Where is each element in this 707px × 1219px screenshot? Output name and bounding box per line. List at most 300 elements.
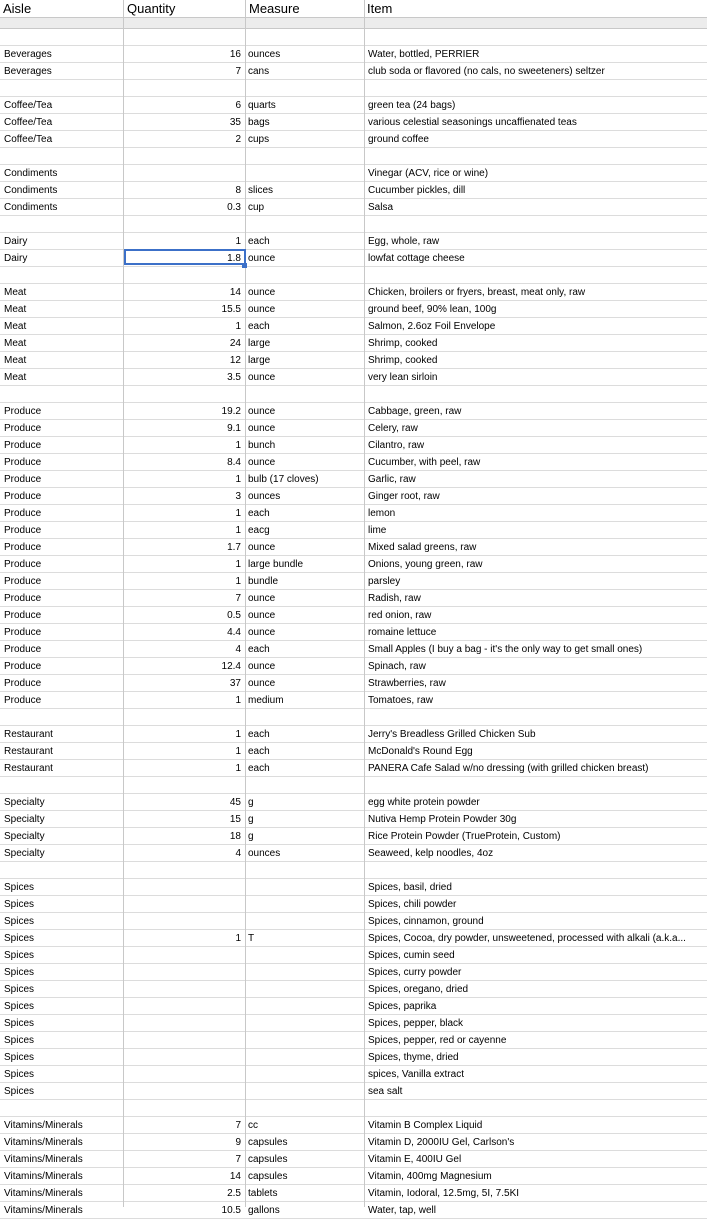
table-row[interactable] (0, 505, 707, 522)
cell-measure[interactable]: ounces (248, 847, 281, 859)
cell-aisle[interactable]: Meat (4, 337, 27, 349)
cell-measure[interactable] (248, 947, 364, 963)
cell-aisle[interactable]: Vitamins/Minerals (4, 1170, 83, 1182)
cell-aisle[interactable]: Beverages (4, 65, 52, 77)
cell-measure[interactable]: ounce (248, 592, 276, 604)
table-row[interactable] (0, 165, 707, 182)
cell-measure[interactable]: each (248, 507, 270, 519)
cell-measure[interactable] (248, 964, 364, 980)
cell-aisle[interactable]: Specialty (4, 796, 45, 808)
cell-quantity[interactable] (124, 386, 244, 402)
cell-item[interactable]: Jerry's Breadless Grilled Chicken Sub (368, 728, 536, 740)
table-row[interactable] (0, 471, 707, 488)
cell-item[interactable] (368, 386, 705, 402)
table-row[interactable] (0, 777, 707, 794)
cell-aisle[interactable]: Spices (4, 932, 35, 944)
cell-measure[interactable]: ounce (248, 456, 276, 468)
cell-item[interactable] (368, 862, 705, 878)
cell-aisle[interactable]: Specialty (4, 830, 45, 842)
cell-item[interactable]: romaine lettuce (368, 626, 437, 638)
cell-item[interactable]: Spices, pepper, red or cayenne (368, 1034, 507, 1046)
cell-quantity[interactable]: 19.2 (221, 405, 241, 417)
cell-quantity[interactable]: 45 (229, 796, 241, 808)
cell-aisle[interactable]: Spices (4, 1051, 35, 1063)
cell-aisle[interactable]: Restaurant (4, 745, 53, 757)
cell-measure[interactable]: bulb (17 cloves) (248, 473, 319, 485)
cell-aisle[interactable]: Restaurant (4, 728, 53, 740)
table-row[interactable] (0, 46, 707, 63)
table-row[interactable] (0, 403, 707, 420)
table-row[interactable] (0, 114, 707, 131)
cell-quantity[interactable]: 1 (235, 473, 241, 485)
cell-measure[interactable] (248, 80, 364, 96)
cell-aisle[interactable]: Meat (4, 286, 27, 298)
cell-quantity[interactable]: 12 (229, 354, 241, 366)
cell-measure[interactable] (248, 709, 364, 725)
cell-aisle[interactable]: Coffee/Tea (4, 99, 53, 111)
cell-measure[interactable]: g (248, 796, 254, 808)
cell-aisle[interactable]: Meat (4, 320, 27, 332)
cell-item[interactable]: green tea (24 bags) (368, 99, 456, 111)
cell-item[interactable]: egg white protein powder (368, 796, 480, 808)
cell-quantity[interactable]: 0.3 (227, 201, 241, 213)
cell-quantity[interactable]: 9.1 (227, 422, 241, 434)
table-row[interactable] (0, 1151, 707, 1168)
cell-measure[interactable]: bags (248, 116, 270, 128)
cell-quantity[interactable] (124, 862, 244, 878)
cell-measure[interactable] (248, 777, 364, 793)
cell-aisle[interactable]: Spices (4, 949, 35, 961)
cell-item[interactable]: PANERA Cafe Salad w/no dressing (with grilled chicken breast) (368, 762, 649, 774)
cell-quantity[interactable]: 4.4 (227, 626, 241, 638)
table-row[interactable] (0, 692, 707, 709)
cell-item[interactable]: Water, tap, well (368, 1204, 436, 1216)
cell-measure[interactable]: ounce (248, 371, 276, 383)
table-row[interactable] (0, 556, 707, 573)
cell-measure[interactable] (248, 267, 364, 283)
cell-aisle[interactable] (4, 29, 122, 45)
column-header-quantity[interactable]: Quantity (127, 1, 176, 16)
cell-measure[interactable]: quarts (248, 99, 276, 111)
cell-aisle[interactable]: Specialty (4, 813, 45, 825)
cell-item[interactable] (368, 777, 705, 793)
cell-item[interactable] (368, 80, 705, 96)
table-row[interactable] (0, 760, 707, 777)
cell-quantity[interactable]: 2.5 (227, 1187, 241, 1199)
table-row[interactable] (0, 743, 707, 760)
cell-aisle[interactable]: Produce (4, 541, 42, 553)
cell-quantity[interactable] (124, 80, 244, 96)
cell-measure[interactable]: ounce (248, 677, 276, 689)
cell-item[interactable]: ground coffee (368, 133, 429, 145)
cell-item[interactable]: Vitamin E, 400IU Gel (368, 1153, 462, 1165)
table-row[interactable] (0, 420, 707, 437)
cell-quantity[interactable] (124, 1032, 244, 1048)
cell-measure[interactable]: ounces (248, 490, 281, 502)
cell-item[interactable]: Shrimp, cooked (368, 354, 438, 366)
cell-aisle[interactable]: Produce (4, 575, 42, 587)
table-row[interactable] (0, 879, 707, 896)
cell-quantity[interactable]: 1 (235, 694, 241, 706)
cell-quantity[interactable]: 1 (235, 439, 241, 451)
cell-quantity[interactable] (124, 1083, 244, 1099)
cell-quantity[interactable]: 3.5 (227, 371, 241, 383)
cell-item[interactable]: Cucumber pickles, dill (368, 184, 466, 196)
table-row[interactable] (0, 573, 707, 590)
cell-measure[interactable]: each (248, 762, 270, 774)
cell-measure[interactable]: bunch (248, 439, 276, 451)
cell-aisle[interactable]: Spices (4, 881, 35, 893)
table-row[interactable] (0, 437, 707, 454)
table-row[interactable] (0, 1100, 707, 1117)
cell-quantity[interactable]: 1.8 (227, 252, 241, 264)
cell-aisle[interactable]: Produce (4, 643, 42, 655)
table-row[interactable] (0, 862, 707, 879)
cell-quantity[interactable]: 24 (229, 337, 241, 349)
cell-aisle[interactable]: Produce (4, 422, 42, 434)
cell-aisle[interactable] (4, 1100, 122, 1116)
cell-quantity[interactable]: 4 (235, 643, 241, 655)
table-row[interactable] (0, 1168, 707, 1185)
cell-measure[interactable]: g (248, 813, 254, 825)
table-row[interactable] (0, 1032, 707, 1049)
cell-quantity[interactable]: 1 (235, 507, 241, 519)
cell-measure[interactable]: T (248, 932, 255, 944)
cell-item[interactable]: Spices, chili powder (368, 898, 457, 910)
cell-aisle[interactable]: Condiments (4, 201, 58, 213)
table-row[interactable] (0, 352, 707, 369)
cell-item[interactable]: Vinegar (ACV, rice or wine) (368, 167, 489, 179)
cell-aisle[interactable]: Spices (4, 1017, 35, 1029)
cell-item[interactable]: Spices, oregano, dried (368, 983, 469, 995)
cell-aisle[interactable] (4, 267, 122, 283)
cell-measure[interactable] (248, 1015, 364, 1031)
cell-quantity[interactable]: 1 (235, 320, 241, 332)
cell-quantity[interactable] (124, 896, 244, 912)
table-row[interactable] (0, 335, 707, 352)
cell-item[interactable]: Vitamin, Iodoral, 12.5mg, 5I, 7.5KI (368, 1187, 520, 1199)
cell-item[interactable]: Tomatoes, raw (368, 694, 434, 706)
cell-quantity[interactable]: 6 (235, 99, 241, 111)
cell-item[interactable] (368, 148, 705, 164)
cell-measure[interactable]: large bundle (248, 558, 304, 570)
table-row[interactable] (0, 1134, 707, 1151)
cell-aisle[interactable]: Coffee/Tea (4, 133, 53, 145)
cell-aisle[interactable]: Meat (4, 371, 27, 383)
cell-item[interactable]: Mixed salad greens, raw (368, 541, 477, 553)
table-row[interactable] (0, 267, 707, 284)
cell-quantity[interactable]: 1 (235, 932, 241, 944)
blank-row[interactable] (0, 18, 707, 29)
table-row[interactable] (0, 845, 707, 862)
table-row[interactable] (0, 301, 707, 318)
table-row[interactable] (0, 63, 707, 80)
cell-aisle[interactable]: Spices (4, 915, 35, 927)
cell-aisle[interactable]: Produce (4, 677, 42, 689)
table-row[interactable] (0, 454, 707, 471)
cell-item[interactable]: Strawberries, raw (368, 677, 446, 689)
cell-aisle[interactable]: Spices (4, 1000, 35, 1012)
cell-item[interactable]: Vitamin, 400mg Magnesium (368, 1170, 492, 1182)
cell-quantity[interactable] (124, 998, 244, 1014)
cell-aisle[interactable]: Meat (4, 303, 27, 315)
cell-item[interactable]: spices, Vanilla extract (368, 1068, 464, 1080)
cell-measure[interactable]: ounces (248, 48, 281, 60)
cell-item[interactable]: Salmon, 2.6oz Foil Envelope (368, 320, 496, 332)
table-row[interactable] (0, 97, 707, 114)
table-row[interactable] (0, 1202, 707, 1219)
cell-item[interactable] (368, 1100, 705, 1116)
cell-item[interactable] (368, 29, 705, 45)
cell-aisle[interactable]: Spices (4, 966, 35, 978)
cell-quantity[interactable]: 2 (235, 133, 241, 145)
cell-measure[interactable]: medium (248, 694, 284, 706)
cell-quantity[interactable]: 7 (235, 1119, 241, 1131)
cell-item[interactable]: Ginger root, raw (368, 490, 440, 502)
cell-aisle[interactable]: Vitamins/Minerals (4, 1136, 83, 1148)
table-row[interactable] (0, 726, 707, 743)
cell-measure[interactable] (248, 998, 364, 1014)
cell-item[interactable]: various celestial seasonings uncaffienated teas (368, 116, 577, 128)
cell-quantity[interactable]: 35 (229, 116, 241, 128)
cell-aisle[interactable]: Beverages (4, 48, 52, 60)
cell-measure[interactable]: large (248, 337, 271, 349)
cell-quantity[interactable]: 14 (229, 286, 241, 298)
cell-item[interactable]: Spices, curry powder (368, 966, 462, 978)
cell-aisle[interactable] (4, 862, 122, 878)
table-row[interactable] (0, 369, 707, 386)
table-row[interactable] (0, 199, 707, 216)
cell-item[interactable]: Garlic, raw (368, 473, 416, 485)
cell-item[interactable]: red onion, raw (368, 609, 432, 621)
cell-item[interactable]: Seaweed, kelp noodles, 4oz (368, 847, 494, 859)
cell-measure[interactable]: capsules (248, 1170, 288, 1182)
cell-aisle[interactable] (4, 777, 122, 793)
table-row[interactable] (0, 1066, 707, 1083)
cell-measure[interactable]: ounce (248, 252, 276, 264)
cell-aisle[interactable]: Spices (4, 898, 35, 910)
cell-aisle[interactable]: Condiments (4, 184, 58, 196)
cell-item[interactable]: Rice Protein Powder (TrueProtein, Custom) (368, 830, 561, 842)
cell-aisle[interactable]: Coffee/Tea (4, 116, 53, 128)
cell-measure[interactable] (248, 29, 364, 45)
cell-quantity[interactable] (124, 981, 244, 997)
cell-quantity[interactable] (124, 879, 244, 895)
cell-measure[interactable]: each (248, 643, 270, 655)
cell-quantity[interactable]: 8.4 (227, 456, 241, 468)
cell-measure[interactable] (248, 981, 364, 997)
cell-aisle[interactable]: Spices (4, 983, 35, 995)
cell-measure[interactable]: g (248, 830, 254, 842)
cell-item[interactable]: McDonald's Round Egg (368, 745, 473, 757)
cell-item[interactable]: Spices, cumin seed (368, 949, 455, 961)
cell-item[interactable]: Spices, thyme, dried (368, 1051, 459, 1063)
cell-aisle[interactable]: Produce (4, 405, 42, 417)
table-row[interactable] (0, 641, 707, 658)
cell-quantity[interactable]: 10.5 (221, 1204, 241, 1216)
cell-aisle[interactable]: Produce (4, 473, 42, 485)
table-row[interactable] (0, 1083, 707, 1100)
table-row[interactable] (0, 709, 707, 726)
cell-measure[interactable] (248, 1032, 364, 1048)
cell-quantity[interactable]: 15 (229, 813, 241, 825)
cell-quantity[interactable]: 1 (235, 762, 241, 774)
cell-item[interactable] (368, 709, 705, 725)
cell-aisle[interactable]: Condiments (4, 167, 58, 179)
cell-quantity[interactable]: 1 (235, 558, 241, 570)
cell-item[interactable]: Cilantro, raw (368, 439, 425, 451)
cell-quantity[interactable] (124, 1015, 244, 1031)
table-row[interactable] (0, 233, 707, 250)
cell-aisle[interactable]: Spices (4, 1085, 35, 1097)
cell-quantity[interactable]: 16 (229, 48, 241, 60)
cell-aisle[interactable]: Restaurant (4, 762, 53, 774)
cell-measure[interactable] (248, 862, 364, 878)
table-row[interactable] (0, 250, 707, 267)
cell-quantity[interactable] (124, 964, 244, 980)
table-row[interactable] (0, 794, 707, 811)
cell-quantity[interactable]: 1 (235, 575, 241, 587)
cell-measure[interactable]: ounce (248, 609, 276, 621)
cell-quantity[interactable]: 1 (235, 524, 241, 536)
cell-measure[interactable]: ounce (248, 626, 276, 638)
cell-quantity[interactable]: 1.7 (227, 541, 241, 553)
cell-quantity[interactable]: 0.5 (227, 609, 241, 621)
cell-aisle[interactable]: Spices (4, 1068, 35, 1080)
cell-measure[interactable]: cans (248, 65, 270, 77)
cell-quantity[interactable] (124, 29, 244, 45)
cell-measure[interactable]: cc (248, 1119, 258, 1131)
table-row[interactable] (0, 80, 707, 97)
cell-aisle[interactable]: Produce (4, 609, 42, 621)
table-row[interactable] (0, 182, 707, 199)
table-row[interactable] (0, 488, 707, 505)
cell-item[interactable]: lemon (368, 507, 396, 519)
cell-aisle[interactable]: Specialty (4, 847, 45, 859)
cell-quantity[interactable] (124, 165, 244, 181)
cell-item[interactable]: Cabbage, green, raw (368, 405, 462, 417)
cell-item[interactable]: Egg, whole, raw (368, 235, 440, 247)
cell-item[interactable]: Shrimp, cooked (368, 337, 438, 349)
cell-aisle[interactable] (4, 709, 122, 725)
cell-measure[interactable]: cup (248, 201, 265, 213)
cell-aisle[interactable]: Produce (4, 558, 42, 570)
cell-quantity[interactable] (124, 216, 244, 232)
table-row[interactable] (0, 386, 707, 403)
table-row[interactable] (0, 828, 707, 845)
table-row[interactable] (0, 658, 707, 675)
cell-measure[interactable]: eacg (248, 524, 270, 536)
cell-aisle[interactable]: Produce (4, 507, 42, 519)
cell-quantity[interactable]: 3 (235, 490, 241, 502)
cell-measure[interactable] (248, 165, 364, 181)
cell-quantity[interactable]: 7 (235, 65, 241, 77)
cell-aisle[interactable]: Produce (4, 439, 42, 451)
cell-measure[interactable]: each (248, 745, 270, 757)
cell-item[interactable]: Nutiva Hemp Protein Powder 30g (368, 813, 517, 825)
table-row[interactable] (0, 29, 707, 46)
table-row[interactable] (0, 284, 707, 301)
table-row[interactable] (0, 522, 707, 539)
cell-item[interactable]: Spices, Cocoa, dry powder, unsweetened, processed with alkali (a.k.a... (368, 932, 686, 944)
cell-measure[interactable]: ounce (248, 303, 276, 315)
cell-aisle[interactable]: Produce (4, 626, 42, 638)
table-row[interactable] (0, 1117, 707, 1134)
cell-item[interactable]: ground beef, 90% lean, 100g (368, 303, 497, 315)
cell-item[interactable] (368, 267, 705, 283)
cell-quantity[interactable] (124, 777, 244, 793)
table-row[interactable] (0, 539, 707, 556)
table-row[interactable] (0, 590, 707, 607)
table-row[interactable] (0, 930, 707, 947)
table-row[interactable] (0, 913, 707, 930)
cell-aisle[interactable]: Produce (4, 592, 42, 604)
cell-aisle[interactable]: Produce (4, 694, 42, 706)
cell-item[interactable]: Spinach, raw (368, 660, 426, 672)
table-row[interactable] (0, 896, 707, 913)
cell-aisle[interactable]: Produce (4, 660, 42, 672)
cell-item[interactable]: Onions, young green, raw (368, 558, 483, 570)
cell-aisle[interactable] (4, 216, 122, 232)
cell-quantity[interactable] (124, 1049, 244, 1065)
cell-measure[interactable]: bundle (248, 575, 279, 587)
cell-quantity[interactable]: 1 (235, 728, 241, 740)
table-row[interactable] (0, 607, 707, 624)
table-row[interactable] (0, 811, 707, 828)
cell-item[interactable]: Cucumber, with peel, raw (368, 456, 481, 468)
cell-item[interactable]: Spices, basil, dried (368, 881, 452, 893)
cell-quantity[interactable]: 15.5 (221, 303, 241, 315)
cell-item[interactable]: lime (368, 524, 387, 536)
cell-item[interactable]: Chicken, broilers or fryers, breast, meat only, raw (368, 286, 586, 298)
cell-quantity[interactable]: 9 (235, 1136, 241, 1148)
table-row[interactable] (0, 964, 707, 981)
cell-item[interactable]: Celery, raw (368, 422, 418, 434)
cell-item[interactable]: Vitamin D, 2000IU Gel, Carlson's (368, 1136, 515, 1148)
cell-quantity[interactable]: 7 (235, 1153, 241, 1165)
cell-measure[interactable] (248, 879, 364, 895)
cell-quantity[interactable]: 1 (235, 235, 241, 247)
cell-measure[interactable]: each (248, 728, 270, 740)
cell-quantity[interactable] (124, 913, 244, 929)
cell-measure[interactable]: tablets (248, 1187, 278, 1199)
cell-item[interactable]: Salsa (368, 201, 394, 213)
cell-quantity[interactable]: 37 (229, 677, 241, 689)
table-row[interactable] (0, 148, 707, 165)
cell-aisle[interactable]: Vitamins/Minerals (4, 1204, 83, 1216)
cell-quantity[interactable]: 8 (235, 184, 241, 196)
table-row[interactable] (0, 1015, 707, 1032)
table-row[interactable] (0, 981, 707, 998)
cell-aisle[interactable]: Dairy (4, 252, 28, 264)
cell-quantity[interactable] (124, 148, 244, 164)
cell-quantity[interactable] (124, 267, 244, 283)
cell-measure[interactable]: ounce (248, 405, 276, 417)
cell-quantity[interactable]: 7 (235, 592, 241, 604)
cell-aisle[interactable]: Produce (4, 456, 42, 468)
cell-measure[interactable] (248, 896, 364, 912)
cell-measure[interactable]: capsules (248, 1136, 288, 1148)
fill-handle[interactable] (242, 263, 247, 268)
cell-aisle[interactable]: Produce (4, 490, 42, 502)
cell-measure[interactable]: each (248, 320, 270, 332)
cell-aisle[interactable] (4, 80, 122, 96)
table-row[interactable] (0, 318, 707, 335)
cell-item[interactable]: sea salt (368, 1085, 403, 1097)
cell-aisle[interactable]: Dairy (4, 235, 28, 247)
cell-measure[interactable] (248, 1083, 364, 1099)
cell-item[interactable]: Radish, raw (368, 592, 421, 604)
